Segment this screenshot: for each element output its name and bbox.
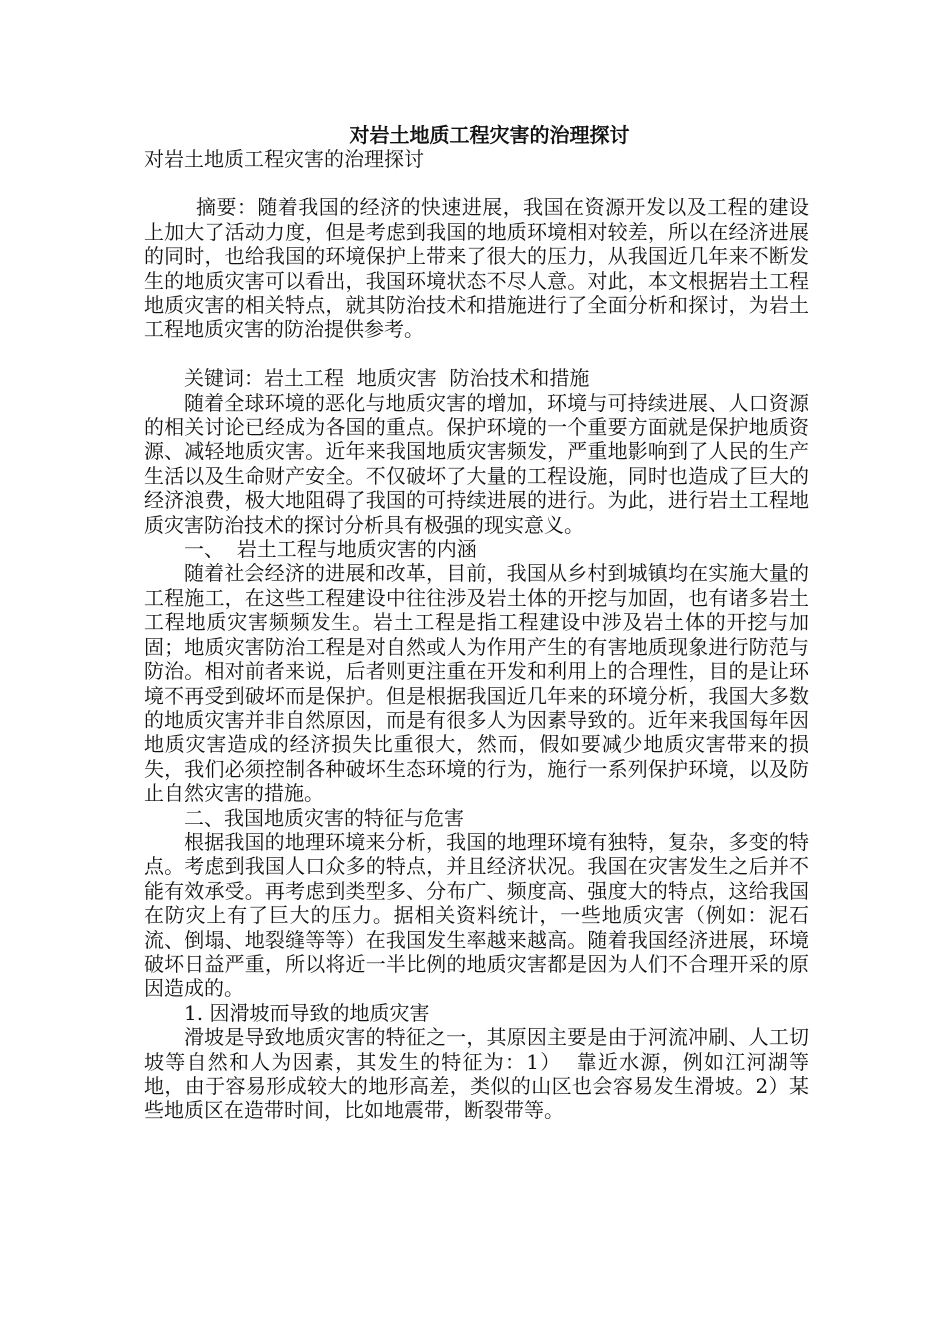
section-heading-1: 一、 岩土工程与地质灾害的内涵 — [184, 537, 477, 562]
subsection-1-paragraph: 滑坡是导致地质灾害的特征之一，其原因主要是由于河流冲刷、人工切坡等自然和人为因素，其发生的特征为：1） 靠近水源，例如江河湖等地，由于容易形成较大的地形高差，类似的山区也会容易发生滑坡。2）某些地质区在造带时间，比如地震带，断裂带等。 — [144, 1025, 809, 1123]
section-2-paragraph: 根据我国的地理环境来分析，我国的地理环境有独特，复杂，多变的特点。考虑到我国人口众多的特点，并且经济状况。我国在灾害发生之后并不能有效承受。再考虑到类型多、分布广、频度高、强度大的特点，这给我国在防灾上有了巨大的压力。据相关资料统计，一些地质灾害（例如：泥石流、倒塌、地裂缝等等）在我国发生率越来越高。随着我国经济进展，环境破坏日益严重，所以将近一半比例的地质灾害都是因为人们不合理开采的原因造成的。 — [144, 829, 809, 1001]
section-heading-2: 二、我国地质灾害的特征与危害 — [184, 805, 464, 830]
intro-paragraph: 随着全球环境的恶化与地质灾害的增加，环境与可持续进展、人口资源的相关讨论已经成为各国的重点。保护环境的一个重要方面就是保护地质资源、减轻地质灾害。近年来我国地质灾害频发，严重地影响到了人民的生产生活以及生命财产安全。不仅破坏了大量的工程设施，同时也造成了巨大的经济浪费，极大地阻碍了我国的可持续进展的进行。为此，进行岩土工程地质灾害防治技术的探讨分析具有极强的现实意义。 — [144, 390, 809, 537]
document-title: 对岩土地质工程灾害的治理探讨 — [349, 123, 630, 147]
keywords-line: 关键词：岩土工程 地质灾害 防治技术和措施 — [184, 366, 590, 391]
document-subtitle: 对岩土地质工程灾害的治理探讨 — [144, 147, 424, 171]
subsection-heading-1: 1. 因滑坡而导致的地质灾害 — [184, 1000, 430, 1025]
document-body — [144, 123, 809, 1123]
abstract-paragraph: 摘要：随着我国的经济的快速进展，我国在资源开发以及工程的建设上加大了活动力度，但是考虑到我国的地质环境相对较差，所以在经济进展的同时，也给我国的环境保护上带来了很大的压力，从我国近几年来不断发生的地质灾害可以看出，我国环境状态不尽人意。对此，本文根据岩土工程地质灾害的相关特点，就其防治技术和措施进行了全面分析和探讨，为岩土工程地质灾害的防治提供参考。 — [144, 195, 809, 342]
section-1-paragraph: 随着社会经济的进展和改革，目前，我国从乡村到城镇均在实施大量的工程施工，在这些工程建设中往往涉及岩土体的开挖与加固，也有诸多岩土工程地质灾害频频发生。岩土工程是指工程建设中涉及岩土体的开挖与加固；地质灾害防治工程是对自然或人为作用产生的有害地质现象进行防范与防治。相对前者来说，后者则更注重在开发和利用上的合理性，目的是让环境不再受到破坏而是保护。但是根据我国近几年来的环境分析，我国大多数的地质灾害并非自然原因，而是有很多人为因素导致的。近年来我国每年因地质灾害造成的经济损失比重很大，然而，假如要减少地质灾害带来的损失，我们必须控制各种破坏生态环境的行为，施行一系列保护环境，以及防止自然灾害的措施。 — [144, 561, 809, 806]
blank-line — [144, 171, 809, 195]
blank-line — [144, 342, 809, 366]
